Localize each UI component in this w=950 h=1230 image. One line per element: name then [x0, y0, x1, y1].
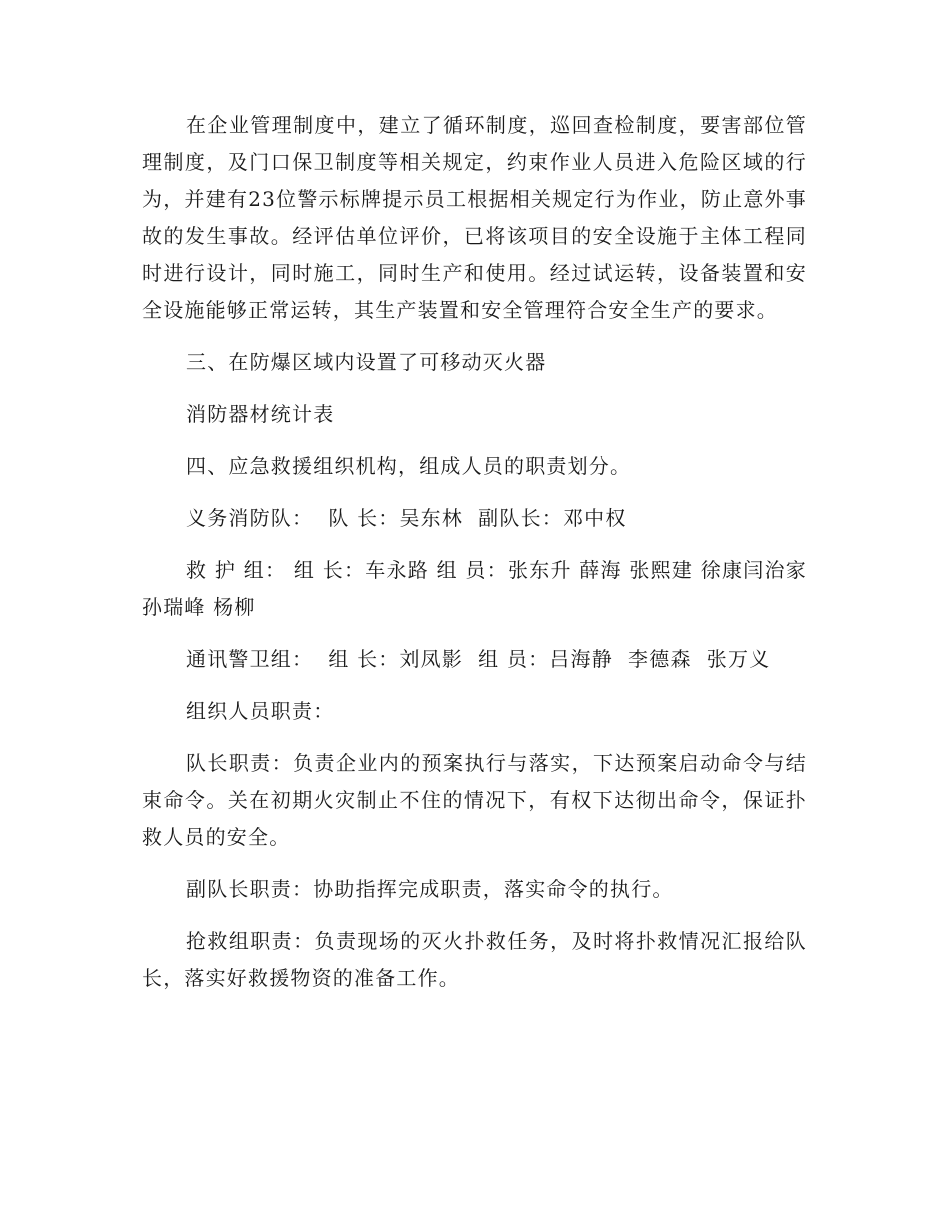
paragraph-safety-management: 在企业管理制度中，建立了循环制度，巡回查检制度，要害部位管理制度，及门口保卫制度等相关规定，约束作业人员进入危险区域的行为，并建有23位警示标牌提示员工根据相关规定行为作业，防止意外事故的发生事故。经评估单位评价，已将该项目的安全设施于主体工程同时进行设计，同时施工，同时生产和使用。经过试运转，设备装置和安全设施能够正常运转，其生产装置和安全管理符合安全生产的要求。	[142, 113, 807, 322]
heading-section-four: 四、应急救援组织机构，组成人员的职责划分。	[186, 454, 632, 478]
duties-heading: 组织人员职责：	[186, 699, 335, 723]
rescue-group-members: 救 护 组： 组 长：车永路 组 员：张东升 薛海 张熙建 徐康闫治家 孙瑞峰 杨柳	[142, 558, 807, 619]
fire-brigade-members: 义务消防队： 队 长：吴东林 副队长：邓中权	[186, 506, 627, 530]
fire-equipment-table-title: 消防器材统计表	[186, 402, 335, 426]
document-body	[142, 107, 807, 997]
rescue-group-duties: 抢救组职责：负责现场的灭火扑救任务，及时将扑救情况汇报给队长，落实好救援物资的准备工作。	[142, 929, 807, 990]
heading-section-three: 三、在防爆区域内设置了可移动灭火器	[186, 350, 547, 374]
captain-duties: 队长职责：负责企业内的预案执行与落实，下达预案启动命令与结束命令。关在初期火灾制止不住的情况下，有权下达彻出命令，保证扑救人员的安全。	[142, 751, 807, 849]
communication-guard-group-members: 通讯警卫组： 组 长：刘凤影 组 员：吕海静 李德森 张万义	[186, 647, 771, 671]
vice-captain-duties: 副队长职责：协助指挥完成职责，落实命令的执行。	[186, 877, 674, 901]
